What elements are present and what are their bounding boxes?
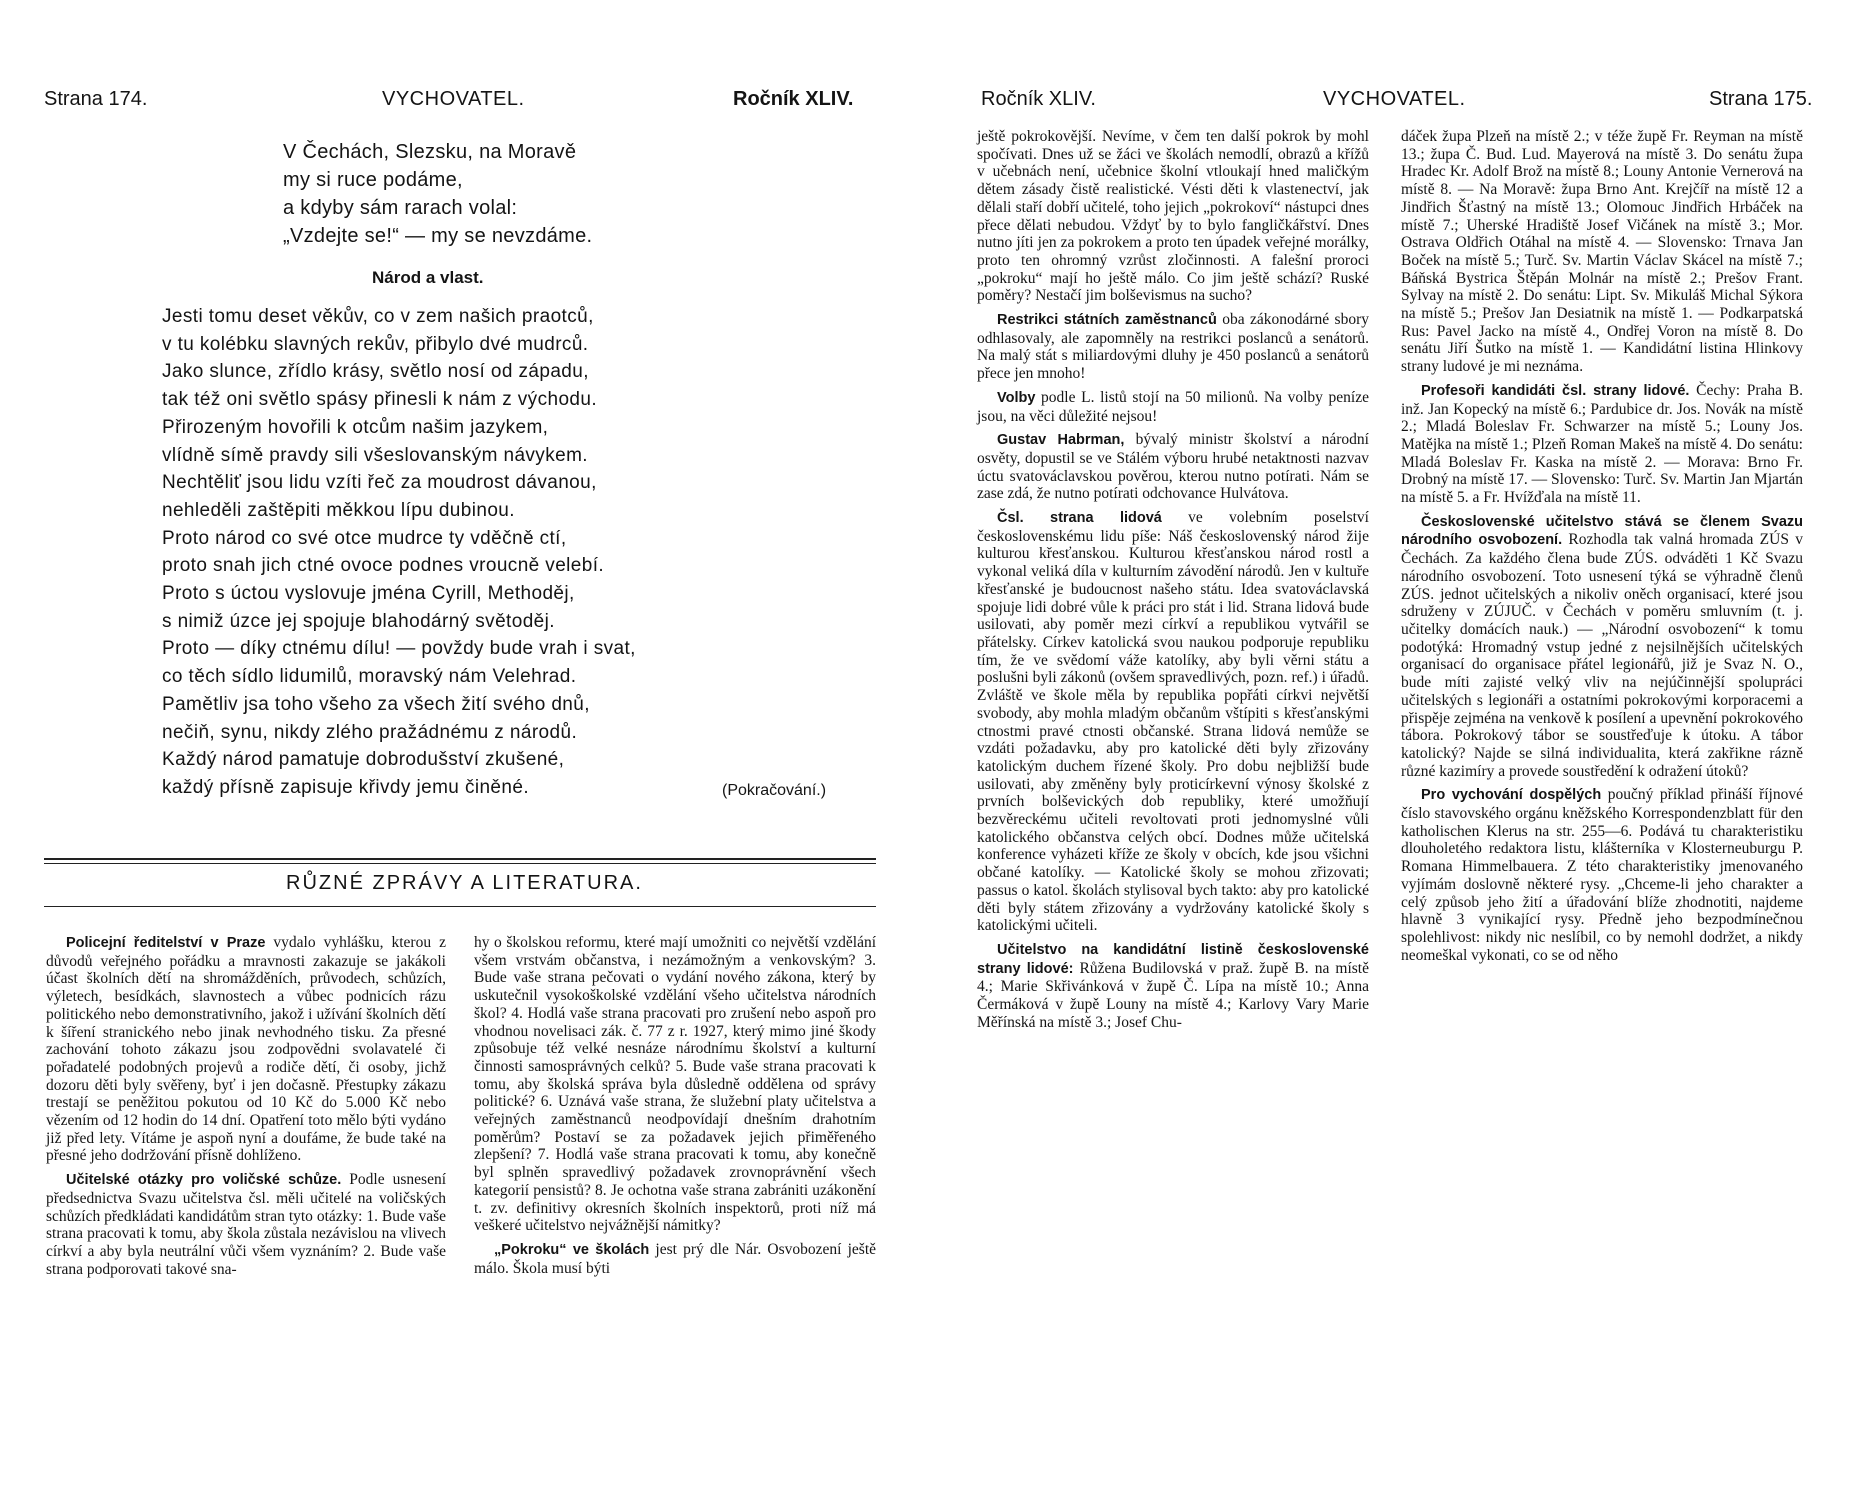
news-paragraph (977, 311, 1369, 383)
poem-line: každý přísně zapisuje křivdy jemu činěné. (162, 776, 530, 798)
news-text: vydalo vyhlášku, kterou z důvodů veřejného pořádku a mravnosti zakazuje se jakákoli účast školních dětí na shromážděních, průvodech, schůzích, výletech, besídkách, slavnostech a vůbec podnicích rázu politického nebo demonstrativního, jakož i užívání školních dětí k šíření stranického nebo jinak nevhodného tisku. Za přesné zachování tohoto zákazu jsou zodpovědni svolavatelé či pořadatelé podobných projevů a rodiče dětí, či osoby, jichž dozoru děti byly svěřeny, byť i jen dočasně. Přestupky zákazu trestají se peněžitou pokutou od 10 Kč do 5.000 Kč nebo vězením od 12 hodin do 14 dní. Opatření toto mělo býti vydáno již před lety. Vítáme je aspoň nyní a doufáme, že bude také na přesné jeho dodržování přísně dohlíženo. (46, 934, 446, 1165)
news-paragraph (977, 941, 1369, 1032)
poem-title: Národ a vlast. (372, 268, 484, 287)
poem-line: V Čechách, Slezsku, na Moravě (283, 141, 577, 163)
volume-label: Ročník XLIV. (981, 88, 1096, 110)
news-lead: „Pokroku“ ve školách (494, 1241, 650, 1258)
volume-label: Ročník XLIV. (733, 88, 854, 110)
news-paragraph (977, 389, 1369, 425)
news-text: Rozhodla tak valná hromada ZÚS v Čechách. Za každého člena bude ZÚS. odváděti 1 Kč Svazu národního osvobození. Toto usnesení týká se výhradně členů ZÚS. jednot učitelských a nikoliv oněch organisací, které jsou sdruženy v ZÚJUČ. v Čechách v poměru smluvním (t. j. učitelky domácích nauk.) — „Národní osvobození“ k tomu podotýká: Hromadný vstup jedné z nejsilnějších učitelských organisací do organisace přátel legionářů, již je Svaz N. O., bude míti zajisté velký vliv na nejúčinnější spolupráci učitelských s legionáři a ostatními pokrokovými korporacemi a přispěje zejména na venkově k posílení a upevnění pokrokového tábora. Pokrokový tábor se soustřeďuje k útoku. A tábor katolický? Najde se silná individualita, která zakřikne rázně různé kazimíry a provede soustředění k odražení útoků? (1401, 531, 1803, 780)
section-heading: RŮZNÉ ZPRÁVY A LITERATURA. (286, 872, 643, 894)
poem-line: Proto s úctou vyslovuje jména Cyrill, Methoděj, (162, 583, 575, 605)
article-column-1 (977, 128, 1369, 1031)
continuation-note: (Pokračování.) (722, 782, 827, 799)
poem-line: Proto národ co své otce mudrce ty vděčně ctí, (162, 527, 567, 549)
section-divider-bottom (44, 906, 876, 907)
news-lead: Restrikci státních zaměstnanců (997, 312, 1217, 329)
article-column-2 (474, 934, 876, 1277)
news-lead: Československé učitelstvo stává se členem Svazu národního osvobození. (1401, 513, 1803, 549)
news-paragraph (977, 128, 1369, 305)
poem-line: Jesti tomu deset věkův, co v zem našich praotců, (162, 306, 594, 327)
page-number: Strana 174. (44, 88, 148, 110)
section-divider-top (44, 858, 876, 860)
news-text: Růžena Budilovská v praž. župě B. na místě 4.; Marie Skřivánková v župě Č. Lípa na místě 10.; Anna Čermáková v župě Louny na místě 4.; Karlovy Vary Marie Měřínská na místě 3.; Josef Chu- (977, 959, 1369, 1031)
news-paragraph (1401, 786, 1803, 964)
news-lead: Policejní ředitelství v Praze (66, 935, 266, 951)
page-number: Strana 175. (1709, 88, 1813, 110)
poem-line: a kdyby sám rarach volal: (283, 197, 518, 219)
poem-line: Proto — díky ctnému dílu! — povždy bude vrah i svat, (162, 638, 636, 660)
news-text: poučný příklad přináší říjnové číslo stavovského orgánu kněžského Korrespondenzblatt für den katholischen Klerus na str. 255—6. Podává tu charakteristiku dlouholetého redaktora listu, klášterníka v Klosterneuburgu P. Romana Himmelbauera. Z této charakteristiky jmenovaného vyjímám doslovně některé rysy. „Chceme-li jeho charakter a celý způsob jeho žití a úřadování blíže zhodnotiti, najdeme hlavně 3 vynikající rysy. Předně jeho bezpodmínečnou spolehlivost: nikdy nic neslíbil, co by nemohl dodržet, a nikdy neomeškal vykonati, co se od něho (1401, 786, 1803, 964)
news-lead: Gustav Habrman, (997, 432, 1125, 449)
poem-line: v tu kolébku slavných rekův, přibylo dvé mudrců. (162, 333, 589, 355)
opening-stanza (283, 138, 592, 250)
poem-line: proto snah jich ctné ovoce podnes vroucně velebí. (162, 555, 605, 577)
news-paragraph (977, 509, 1369, 935)
article-column-1 (46, 934, 446, 1278)
news-lead: Profesoři kandidáti čsl. strany lidové. (1421, 382, 1690, 399)
news-paragraph (46, 934, 446, 1165)
poem-line: Nechtěliť jsou lidu vzíti řeč za moudrost dávanou, (162, 472, 597, 494)
news-paragraph (1401, 513, 1803, 781)
news-paragraph (474, 934, 876, 1235)
news-text: dáček župa Plzeň na místě 2.; v téže župě Fr. Reyman na místě 13.; župa Č. Bud. Lud. Mayerová na místě 3. Do senátu župa Hradec Kr. Adolf Brož na místě 8.; Louny Antonie Vernerová na místě 8. — Na Moravě: župa Brno Ant. Krejčíř na místě 12 a Jindřich Šťastný na místě 13.; Olomouc Jindřich Hrbáček na místě 7.; Uherské Hradiště Josef Vičánek na místě 3.; Mor. Ostrava Oldřich Otáhal na místě 4. — Slovensko: Trnava Jan Boček na místě 5.; Turč. Sv. Martin Václav Skácel na místě 7.; Báňská Bystrica Štěpán Molnár na místě 2.; Prešov Frant. Sylvay na místě 2. Do senátu: Lipt. Sv. Mikuláš Michal Sýkora na místě 5.; Prešov Jan Desiatnik na místě 1. — Podkarpatská Rus: Pavel Jacko na místě 4., Ondřej Voron na místě 8. Do senátu Jiří Šutko na místě 1. — Kandidátní listina Hlinkovy strany ludové je mi neznáma. (1401, 128, 1803, 376)
poem-line: Pamětliv jsa toho všeho za všech žití svého dnů, (162, 693, 590, 715)
news-paragraph (46, 1171, 446, 1278)
poem-line: Přirozeným hovořili k otcům našim jazykem, (162, 416, 549, 438)
news-lead: Učitelské otázky pro voličské schůze. (66, 1172, 342, 1189)
poem-line: my si ruce podáme, (283, 169, 463, 191)
news-text: hy o školskou reformu, které mají umožniti co největší vzdělání všem vrstvám občanstva, i nezámožným a venkovským? 3. Bude vaše strana pečovati o vydání nového zákona, který by uskutečnil vysokoškolské vzdělání všeho učitelstva národních škol? 4. Hodlá vaše strana pracovati pro zrušení nebo aspoň pro vhodnou novelisaci zák. č. 77 z r. 1927, který mimo jiné škody způsobuje též velké nesnáze národnímu školství a kulturní činnosti samosprávných celků? 5. Bude vaše strana pracovati k tomu, aby školská správa byla důsledně oddělena od správy politické? 6. Uznává vaše strana, že služební platy učitelstva a veřejných zaměstnanců neodpovídají dnešním drahotním poměrům? Postaví se za požadavek jejich přiměřeného zlepšení? 7. Hodlá vaše strana pracovati k tomu, aby konečně byl splněn spravedlivý požadavek zrovnoprávnění všech kategorií pensistů? 8. Je ochotna vaše strana zabrániti uzákonění t. zv. definitivy okresních školních inspektorů, proti níž má veškeré učitelstvo nejvážnější námitky? (474, 934, 876, 1235)
poem-line: co těch sídlo lidumilů, moravský nám Velehrad. (162, 666, 577, 688)
news-lead: Učitelstvo na kandidátní listině československé strany lidové: (977, 941, 1369, 977)
poem-line: s nimiž úzce jej spojuje blahodárný světoděj. (162, 610, 555, 632)
poem-line: Každý národ pamatuje dobrodušství zkušené, (162, 749, 565, 771)
poem-line: tak též oni světlo spásy přinesli k nám z východu. (162, 389, 598, 411)
poem-line: „Vzdejte se!“ — my se nevzdáme. (283, 225, 593, 247)
poem-line: vlídně símě pravdy sili všeslovanským návykem. (162, 444, 588, 466)
news-text: Podle usnesení předsednictva Svazu učitelstva čsl. měli učitelé na voličských schůzích předkládati kandidátům stran tyto otázky: 1. Bude vaše strana pracovati k tomu, aby škola zůstala nezávislou na vlivech církví a aby byla neutrální vůči všem vyznáním? 2. Bude vaše strana podporovati takové sna- (46, 1171, 447, 1278)
poem-line: nehleděli zaštěpiti měkkou lípu dubinou. (162, 499, 515, 521)
news-text: jest prý dle Nár. Osvobození ještě málo. Škola musí býti (474, 1240, 877, 1277)
news-text: podle L. listů stojí na 50 milionů. Na volby peníze jsou, na věci důležité nejsou! (977, 388, 1369, 425)
poem-line: nečiň, synu, nikdy zlého pražádnému z národů. (162, 721, 578, 743)
news-paragraph (977, 431, 1369, 503)
news-lead: Čsl. strana lidová (997, 510, 1162, 527)
news-text: bývalý ministr školství a národní osvěty, dopustil se ve Stálém výboru hrubé netaktnosti nazvav úctu svatováclavskou pověrou, kterou nutno potírati. Nám se zase zdá, že nutno potírati odchovance Hulvátova. (977, 431, 1369, 503)
article-column-2 (1401, 128, 1803, 964)
poem-line: Jako slunce, zřídlo krásy, světlo nosí od západu, (162, 361, 589, 383)
news-lead: Pro vychování dospělých (1421, 787, 1602, 804)
news-text: oba zákonodárné sbory odhlasovaly, ale zapomněly na restrikci poslanců a senátorů. Na malý stát s miliardovými dluhy je 450 poslanců a senátorů přece jen mnoho! (977, 311, 1369, 383)
right-page (929, 0, 1858, 1500)
news-paragraph (1401, 128, 1803, 376)
news-paragraph (1401, 382, 1803, 507)
journal-title: VYCHOVATEL. (1323, 88, 1466, 110)
journal-title: VYCHOVATEL. (382, 88, 525, 110)
section-divider-top-thin (44, 863, 876, 864)
news-lead: Volby (997, 389, 1036, 406)
news-text: ve volebním poselství československému lidu píše: Náš československý národ žije kulturou křesťanskou. Kulturou křesťanskou národ rostl a vykonal veliká díla v kulturním závodění národů. Jen v kultuře křesťanské je budoucnost našeho státu. Idea svatováclavská spojuje lidi dobré vůle k práci pro stát i lid. Strana lidová bude usilovati, aby poměr mezi církví a republikou vytvářil se přátelsky. Církev katolická svou naukou podporuje republiku tím, že ve svědomí váže katolíky, aby byli věrni státu a poslušni byli zákonů (ovšem spravedlivých, pozn. ref.) i úřadů. Zvláště ve škole měla by republika popřáti církvi největší svobody, aby mohla mladým občanům vštípiti s křesťanskými ctnostmi pravé ctnosti občanské. Strana lidová nemůže se vzdáti požadavku, aby pro katolické děti byly zřizovány katolickým duchem řízené školy. Pro dobu nejbližší bude usilovati, aby změněny byly proticírkevní výnosy školské z prvních bolševických dob republiky, které umožňují bezvěreckému učiteli revoltovati proti jednomyslné vůli katolického občanstva celých obcí. Dodnes může učitelská konference vyházeti kříže ze školy v obcích, kde jsou všichni občané katolíky. — Katolické školy se mohou zřizovati; passus o katol. školách stylisoval bych takto: aby pro katolické děti byly státem zřizovány a vydržovány katolické školy s katolickými učiteli. (977, 509, 1369, 935)
news-paragraph (474, 1241, 876, 1277)
news-text: Čechy: Praha B. inž. Jan Kopecký na místě 6.; Pardubice dr. Jos. Novák na místě 2.; Mladá Boleslav Fr. Schwarzer na místě 5.; Louny Jos. Matějka na místě 1.; Plzeň Roman Makeš na místě 4. Do senátu: Mladá Boleslav Fr. Kaska na místě 2. — Morava: Brno Fr. Drobný na místě 17. — Slovensko: Turč. Sv. Martin Jan Mjartán na místě 5. a Fr. Hvížďala na místě 11. (1401, 381, 1803, 507)
poem (162, 303, 636, 802)
news-text: ještě pokrokovější. Nevíme, v čem ten další pokrok by mohl spočívati. Dnes už se žáci ve školách nemodlí, obrazů a křížů v učebnách není, učebnice školní vtloukají hned maličkým dětem zásady čistě realistické. Vésti děti k vlastenectví, jak dělali staří dobří učitelé, toho jejich „pokrokoví“ nástupci dnes přece dělati nebudou. Vždyť by to bylo fangličkářství. Dnes nutno jíti jen za pokrokem a proto ten úpadek veřejné morálky, proto ten ohromný vzrůst zločinnosti. A falešní proroci „pokroku“ mají ho ještě málo. Co jim ještě schází? Ruské poměry? Nestačí jim bolševismus na sucho? (977, 128, 1369, 305)
